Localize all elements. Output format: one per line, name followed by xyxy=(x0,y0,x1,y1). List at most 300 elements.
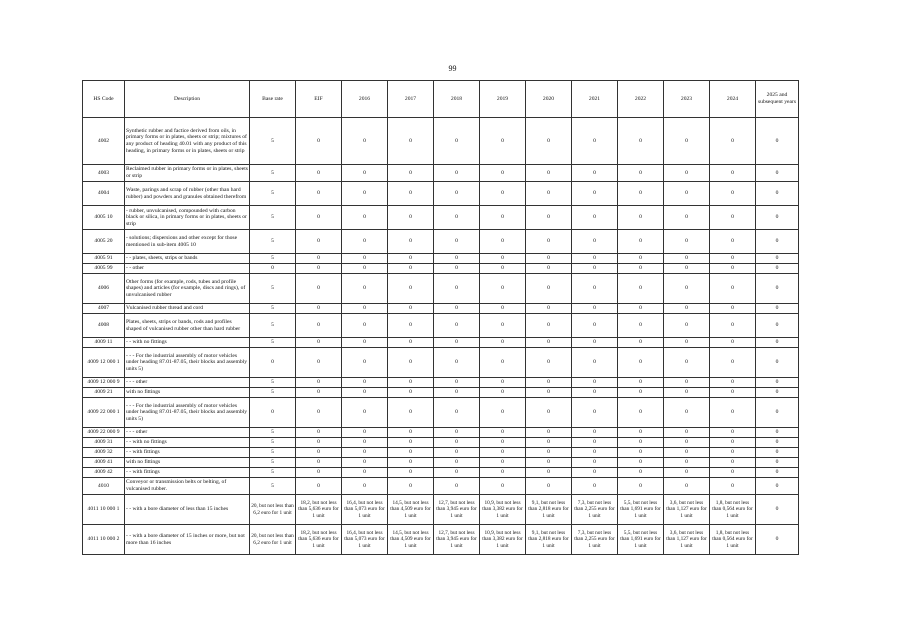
rate-2019-cell: 0 xyxy=(480,468,526,478)
eif-cell: 0 xyxy=(296,274,342,304)
table-row xyxy=(83,264,799,274)
rate-2021-cell: 0 xyxy=(572,338,618,348)
rate-2017-cell: 0 xyxy=(388,230,434,254)
eif-cell: 0 xyxy=(296,230,342,254)
eif-cell: 0 xyxy=(296,348,342,378)
rate-2017-cell: 0 xyxy=(388,118,434,165)
rate-2025-cell: 0 xyxy=(756,314,799,338)
rate-2020-cell: 9,1, but not less than 2,818 euro for 1 unit xyxy=(526,495,572,525)
rate-2022-cell: 0 xyxy=(618,264,664,274)
rate-2018-cell: 0 xyxy=(434,448,480,458)
rate-2021-cell: 0 xyxy=(572,264,618,274)
rate-2020-cell: 0 xyxy=(526,398,572,428)
description-header: Description xyxy=(125,81,250,118)
rate-2017-cell: 14,5, but not less than 4,509 euro for 1 unit xyxy=(388,495,434,525)
rate-2019-cell: 0 xyxy=(480,182,526,206)
table-row xyxy=(83,230,799,254)
hs-code-cell: 4009 31 xyxy=(83,438,125,448)
rate-2024-cell: 0 xyxy=(710,378,756,388)
table-row xyxy=(83,525,799,555)
table-row xyxy=(83,428,799,438)
rate-2022-cell: 0 xyxy=(618,338,664,348)
rate-2021-cell: 7,3, but not less than 2,255 euro for 1 unit xyxy=(572,495,618,525)
base-rate-header: Base rate xyxy=(250,81,296,118)
rate-2025-cell: 0 xyxy=(756,458,799,468)
rate-2022-cell: 0 xyxy=(618,388,664,398)
rate-2017-cell: 0 xyxy=(388,438,434,448)
eif-cell: 0 xyxy=(296,448,342,458)
rate-2023-cell: 0 xyxy=(664,314,710,338)
rate-2018-cell: 0 xyxy=(434,478,480,495)
rate-2022-cell: 0 xyxy=(618,165,664,182)
rate-2025-cell: 0 xyxy=(756,206,799,230)
rate-2021-cell: 0 xyxy=(572,314,618,338)
rate-2024-cell: 0 xyxy=(710,348,756,378)
rate-2025-cell: 0 xyxy=(756,378,799,388)
base-rate-cell: 5 xyxy=(250,254,296,264)
rate-2017-cell: 0 xyxy=(388,478,434,495)
base-rate-cell: 0 xyxy=(250,348,296,378)
rate-2024-cell: 1,8, but not less than 0,564 euro for 1 unit xyxy=(710,495,756,525)
rate-2016-cell: 0 xyxy=(342,388,388,398)
rate-2018-cell: 0 xyxy=(434,378,480,388)
table-body xyxy=(83,118,799,555)
rate-2024-cell: 0 xyxy=(710,254,756,264)
hs-code-cell: 4002 xyxy=(83,118,125,165)
rate-2019-cell: 0 xyxy=(480,118,526,165)
description-cell: - rubber, unvulcanised, compounded with carbon black or silica, in primary forms or in plates, sheets or strip xyxy=(125,206,250,230)
rate-2017-cell: 0 xyxy=(388,274,434,304)
hs-code-cell: 4010 xyxy=(83,478,125,495)
description-cell: - - - other xyxy=(125,428,250,438)
table-row xyxy=(83,165,799,182)
rate-2023-cell: 0 xyxy=(664,264,710,274)
table-row xyxy=(83,254,799,264)
rate-2021-cell: 0 xyxy=(572,428,618,438)
table-row xyxy=(83,348,799,378)
rate-2025-cell: 0 xyxy=(756,182,799,206)
rate-2021-cell: 0 xyxy=(572,206,618,230)
rate-2021-cell: 0 xyxy=(572,230,618,254)
rate-2016-cell: 0 xyxy=(342,348,388,378)
base-rate-cell: 5 xyxy=(250,438,296,448)
base-rate-cell: 0 xyxy=(250,398,296,428)
hs-code-cell: 4011 10 000 2 xyxy=(83,525,125,555)
rate-2024-cell: 0 xyxy=(710,206,756,230)
eif-cell: 0 xyxy=(296,118,342,165)
rate-2017-cell: 0 xyxy=(388,254,434,264)
rate-2022-cell: 0 xyxy=(618,254,664,264)
rate-2018-cell: 0 xyxy=(434,230,480,254)
rate-2019-cell: 0 xyxy=(480,438,526,448)
hs-code-cell: 4008 xyxy=(83,314,125,338)
description-cell: - - with fittings xyxy=(125,448,250,458)
rate-2018-cell: 0 xyxy=(434,438,480,448)
rate-2020-cell: 0 xyxy=(526,448,572,458)
hs-code-cell: 4009 41 xyxy=(83,458,125,468)
description-cell: - - with no fittings xyxy=(125,438,250,448)
description-cell: - - - other xyxy=(125,378,250,388)
rate-2021-cell: 0 xyxy=(572,165,618,182)
rate-2019-cell: 0 xyxy=(480,274,526,304)
rate-2023-cell: 0 xyxy=(664,254,710,264)
rate-2023-cell: 0 xyxy=(664,428,710,438)
rate-2016-cell: 0 xyxy=(342,458,388,468)
table-row xyxy=(83,398,799,428)
eif-cell: 0 xyxy=(296,254,342,264)
hs-code-header: HS Code xyxy=(83,81,125,118)
rate-2023-cell: 0 xyxy=(664,182,710,206)
rate-2024-cell: 0 xyxy=(710,458,756,468)
table-row xyxy=(83,182,799,206)
rate-2020-cell: 0 xyxy=(526,348,572,378)
hs-code-cell: 4005 10 xyxy=(83,206,125,230)
rate-2017-cell: 0 xyxy=(388,388,434,398)
rate-2025-cell: 0 xyxy=(756,254,799,264)
rate-2016-cell: 0 xyxy=(342,254,388,264)
rate-2017-cell: 0 xyxy=(388,182,434,206)
table-row xyxy=(83,388,799,398)
rate-2020-cell: 0 xyxy=(526,338,572,348)
rate-2024-cell: 0 xyxy=(710,274,756,304)
base-rate-cell: 5 xyxy=(250,206,296,230)
rate-2018-cell: 12,7, but not less than 3,945 euro for 1 unit xyxy=(434,525,480,555)
eif-cell: 0 xyxy=(296,398,342,428)
rate-2020-cell: 9,1, but not less than 2,818 euro for 1 unit xyxy=(526,525,572,555)
rate-2016-cell: 0 xyxy=(342,264,388,274)
rate-2020-cell: 0 xyxy=(526,388,572,398)
rate-2019-cell: 0 xyxy=(480,378,526,388)
rate-2022-cell: 0 xyxy=(618,182,664,206)
rate-2019-cell: 0 xyxy=(480,478,526,495)
base-rate-cell: 5 xyxy=(250,378,296,388)
rate-2016-cell: 16,4, but not less than 5,073 euro for 1 unit xyxy=(342,525,388,555)
eif-cell: 0 xyxy=(296,165,342,182)
rate-2024-cell: 0 xyxy=(710,438,756,448)
year-2025-header: 2025 and subsequent years xyxy=(756,81,799,118)
table-row xyxy=(83,478,799,495)
rate-2016-cell: 0 xyxy=(342,165,388,182)
eif-cell: 0 xyxy=(296,478,342,495)
rate-2022-cell: 0 xyxy=(618,304,664,314)
description-cell: Conveyor or transmission belts or belting, of vulcanised rubber. xyxy=(125,478,250,495)
base-rate-cell: 5 xyxy=(250,165,296,182)
rate-2016-cell: 0 xyxy=(342,274,388,304)
rate-2020-cell: 0 xyxy=(526,458,572,468)
hs-code-cell: 4005 91 xyxy=(83,254,125,264)
rate-2016-cell: 0 xyxy=(342,338,388,348)
rate-2020-cell: 0 xyxy=(526,428,572,438)
rate-2016-cell: 0 xyxy=(342,206,388,230)
header-row xyxy=(83,81,799,118)
rate-2025-cell: 0 xyxy=(756,398,799,428)
rate-2019-cell: 0 xyxy=(480,264,526,274)
rate-2021-cell: 0 xyxy=(572,348,618,378)
base-rate-cell: 20, but not less than 6,2 euro for 1 unit xyxy=(250,525,296,555)
rate-2025-cell: 0 xyxy=(756,348,799,378)
eif-cell: 0 xyxy=(296,428,342,438)
hs-code-cell: 4011 10 000 1 xyxy=(83,495,125,525)
base-rate-cell: 5 xyxy=(250,314,296,338)
year-2016-header: 2016 xyxy=(342,81,388,118)
rate-2019-cell: 0 xyxy=(480,398,526,428)
rate-2022-cell: 0 xyxy=(618,428,664,438)
rate-2020-cell: 0 xyxy=(526,264,572,274)
rate-2020-cell: 0 xyxy=(526,478,572,495)
rate-2016-cell: 0 xyxy=(342,304,388,314)
rate-2017-cell: 0 xyxy=(388,448,434,458)
description-cell: with no fittings xyxy=(125,458,250,468)
rate-2016-cell: 0 xyxy=(342,314,388,338)
table-row xyxy=(83,304,799,314)
rate-2018-cell: 0 xyxy=(434,165,480,182)
rate-2024-cell: 0 xyxy=(710,448,756,458)
rate-2021-cell: 0 xyxy=(572,274,618,304)
rate-2017-cell: 0 xyxy=(388,428,434,438)
year-2020-header: 2020 xyxy=(526,81,572,118)
rate-2022-cell: 0 xyxy=(618,230,664,254)
rate-2017-cell: 0 xyxy=(388,304,434,314)
rate-2021-cell: 0 xyxy=(572,478,618,495)
rate-2020-cell: 0 xyxy=(526,304,572,314)
rate-2020-cell: 0 xyxy=(526,230,572,254)
rate-2019-cell: 0 xyxy=(480,388,526,398)
hs-code-cell: 4009 32 xyxy=(83,448,125,458)
rate-2016-cell: 0 xyxy=(342,438,388,448)
year-2017-header: 2017 xyxy=(388,81,434,118)
table-row xyxy=(83,378,799,388)
eif-cell: 18,2, but not less than 5,636 euro for 1 unit xyxy=(296,525,342,555)
rate-2017-cell: 0 xyxy=(388,206,434,230)
rate-2018-cell: 0 xyxy=(434,206,480,230)
hs-code-cell: 4007 xyxy=(83,304,125,314)
base-rate-cell: 5 xyxy=(250,468,296,478)
table-row xyxy=(83,458,799,468)
rate-2019-cell: 0 xyxy=(480,338,526,348)
rate-2022-cell: 0 xyxy=(618,314,664,338)
rate-2017-cell: 0 xyxy=(388,398,434,428)
eif-cell: 0 xyxy=(296,182,342,206)
description-cell: Waste, parings and scrap of rubber (other than hard rubber) and powders and granules obtained therefrom xyxy=(125,182,250,206)
eif-cell: 0 xyxy=(296,304,342,314)
rate-2023-cell: 0 xyxy=(664,118,710,165)
rate-2021-cell: 0 xyxy=(572,388,618,398)
rate-2025-cell: 0 xyxy=(756,428,799,438)
rate-2022-cell: 0 xyxy=(618,448,664,458)
rate-2020-cell: 0 xyxy=(526,254,572,264)
hs-code-cell: 4004 xyxy=(83,182,125,206)
rate-2023-cell: 0 xyxy=(664,348,710,378)
rate-2023-cell: 0 xyxy=(664,448,710,458)
rate-2020-cell: 0 xyxy=(526,165,572,182)
year-2021-header: 2021 xyxy=(572,81,618,118)
base-rate-cell: 5 xyxy=(250,448,296,458)
rate-2019-cell: 10,9, but not less than 3,382 euro for 1 unit xyxy=(480,525,526,555)
rate-2019-cell: 0 xyxy=(480,230,526,254)
rate-2022-cell: 0 xyxy=(618,398,664,428)
base-rate-cell: 0 xyxy=(250,264,296,274)
rate-2020-cell: 0 xyxy=(526,378,572,388)
year-2019-header: 2019 xyxy=(480,81,526,118)
rate-2022-cell: 0 xyxy=(618,438,664,448)
rate-2021-cell: 0 xyxy=(572,468,618,478)
rate-2022-cell: 0 xyxy=(618,206,664,230)
rate-2018-cell: 0 xyxy=(434,118,480,165)
rate-2019-cell: 10,9, but not less than 3,382 euro for 1 unit xyxy=(480,495,526,525)
rate-2016-cell: 0 xyxy=(342,468,388,478)
rate-2018-cell: 0 xyxy=(434,274,480,304)
rate-2022-cell: 0 xyxy=(618,274,664,304)
eif-cell: 0 xyxy=(296,388,342,398)
table-row xyxy=(83,274,799,304)
rate-2025-cell: 0 xyxy=(756,525,799,555)
description-cell: - - with no fittings xyxy=(125,338,250,348)
rate-2025-cell: 0 xyxy=(756,448,799,458)
rate-2016-cell: 0 xyxy=(342,478,388,495)
rate-2021-cell: 7,3, but not less than 2,255 euro for 1 unit xyxy=(572,525,618,555)
hs-code-cell: 4009 21 xyxy=(83,388,125,398)
rate-2019-cell: 0 xyxy=(480,314,526,338)
rate-2024-cell: 0 xyxy=(710,264,756,274)
page-number: 99 xyxy=(448,64,457,73)
eif-cell: 18,2, but not less than 5,636 euro for 1 unit xyxy=(296,495,342,525)
description-cell: - - with a bore diameter of 15 inches or more, but not more than 16 inches xyxy=(125,525,250,555)
rate-2019-cell: 0 xyxy=(480,428,526,438)
tariff-schedule-table xyxy=(82,80,799,555)
rate-2024-cell: 0 xyxy=(710,314,756,338)
rate-2021-cell: 0 xyxy=(572,458,618,468)
description-cell: with no fittings xyxy=(125,388,250,398)
rate-2023-cell: 0 xyxy=(664,458,710,468)
eif-header: EIF xyxy=(296,81,342,118)
rate-2018-cell: 0 xyxy=(434,388,480,398)
base-rate-cell: 5 xyxy=(250,182,296,206)
rate-2018-cell: 0 xyxy=(434,264,480,274)
rate-2016-cell: 0 xyxy=(342,378,388,388)
rate-2017-cell: 14,5, but not less than 4,509 euro for 1 unit xyxy=(388,525,434,555)
rate-2022-cell: 5,5, but not less than 1,691 euro for 1 unit xyxy=(618,525,664,555)
rate-2021-cell: 0 xyxy=(572,448,618,458)
rate-2025-cell: 0 xyxy=(756,468,799,478)
rate-2020-cell: 0 xyxy=(526,438,572,448)
rate-2021-cell: 0 xyxy=(572,254,618,264)
base-rate-cell: 5 xyxy=(250,274,296,304)
rate-2023-cell: 0 xyxy=(664,206,710,230)
rate-2017-cell: 0 xyxy=(388,338,434,348)
rate-2022-cell: 0 xyxy=(618,378,664,388)
rate-2018-cell: 0 xyxy=(434,304,480,314)
rate-2024-cell: 0 xyxy=(710,478,756,495)
rate-2023-cell: 0 xyxy=(664,478,710,495)
rate-2020-cell: 0 xyxy=(526,468,572,478)
rate-2017-cell: 0 xyxy=(388,458,434,468)
rate-2024-cell: 0 xyxy=(710,468,756,478)
rate-2023-cell: 0 xyxy=(664,398,710,428)
rate-2023-cell: 0 xyxy=(664,338,710,348)
rate-2021-cell: 0 xyxy=(572,438,618,448)
rate-2025-cell: 0 xyxy=(756,264,799,274)
table-row xyxy=(83,495,799,525)
description-cell: - - - For the industrial assembly of motor vehicles under heading 87.01-87.05, their blocks and assembly units 5) xyxy=(125,398,250,428)
rate-2018-cell: 0 xyxy=(434,348,480,378)
rate-2021-cell: 0 xyxy=(572,304,618,314)
rate-2025-cell: 0 xyxy=(756,495,799,525)
rate-2022-cell: 5,5, but not less than 1,691 euro for 1 unit xyxy=(618,495,664,525)
rate-2016-cell: 0 xyxy=(342,230,388,254)
rate-2018-cell: 12,7, but not less than 3,945 euro for 1 unit xyxy=(434,495,480,525)
rate-2023-cell: 0 xyxy=(664,438,710,448)
rate-2018-cell: 0 xyxy=(434,458,480,468)
rate-2017-cell: 0 xyxy=(388,314,434,338)
table-row xyxy=(83,118,799,165)
hs-code-cell: 4005 20 xyxy=(83,230,125,254)
rate-2020-cell: 0 xyxy=(526,118,572,165)
year-2023-header: 2023 xyxy=(664,81,710,118)
rate-2019-cell: 0 xyxy=(480,458,526,468)
rate-2023-cell: 0 xyxy=(664,388,710,398)
rate-2021-cell: 0 xyxy=(572,398,618,428)
rate-2016-cell: 0 xyxy=(342,428,388,438)
rate-2023-cell: 0 xyxy=(664,165,710,182)
rate-2019-cell: 0 xyxy=(480,304,526,314)
description-cell: Synthetic rubber and factice derived from oils, in primary forms or in plates, sheets or strip; mixtures of any product of heading 40.01 with any product of this heading, in primary forms or in plates, sheets or strip xyxy=(125,118,250,165)
hs-code-cell: 4009 22 000 9 xyxy=(83,428,125,438)
hs-code-cell: 4009 12 000 9 xyxy=(83,378,125,388)
eif-cell: 0 xyxy=(296,438,342,448)
rate-2019-cell: 0 xyxy=(480,206,526,230)
rate-2020-cell: 0 xyxy=(526,274,572,304)
description-cell: Reclaimed rubber in primary forms or in plates, sheets or strip xyxy=(125,165,250,182)
rate-2022-cell: 0 xyxy=(618,348,664,378)
base-rate-cell: 5 xyxy=(250,118,296,165)
rate-2022-cell: 0 xyxy=(618,478,664,495)
description-cell: - solutions; dispersions and other except for those mentioned in sub-item 4005 10 xyxy=(125,230,250,254)
rate-2018-cell: 0 xyxy=(434,338,480,348)
description-cell: - - plates, sheets, strips or bands xyxy=(125,254,250,264)
hs-code-cell: 4009 42 xyxy=(83,468,125,478)
hs-code-cell: 4009 12 000 1 xyxy=(83,348,125,378)
base-rate-cell: 5 xyxy=(250,388,296,398)
year-2018-header: 2018 xyxy=(434,81,480,118)
rate-2023-cell: 0 xyxy=(664,304,710,314)
base-rate-cell: 5 xyxy=(250,338,296,348)
eif-cell: 0 xyxy=(296,458,342,468)
rate-2024-cell: 0 xyxy=(710,182,756,206)
table-row xyxy=(83,338,799,348)
year-2024-header: 2024 xyxy=(710,81,756,118)
eif-cell: 0 xyxy=(296,338,342,348)
table-row xyxy=(83,206,799,230)
base-rate-cell: 5 xyxy=(250,428,296,438)
rate-2021-cell: 0 xyxy=(572,118,618,165)
description-cell: Other forms (for example, rods, tubes and profile shapes) and articles (for example, discs and rings), of unvulcanised rubber xyxy=(125,274,250,304)
rate-2025-cell: 0 xyxy=(756,304,799,314)
description-cell: - - - For the industrial assembly of motor vehicles under heading 87.01-87.05, their blocks and assembly units 5) xyxy=(125,348,250,378)
base-rate-cell: 5 xyxy=(250,458,296,468)
eif-cell: 0 xyxy=(296,378,342,388)
eif-cell: 0 xyxy=(296,206,342,230)
eif-cell: 0 xyxy=(296,314,342,338)
rate-2018-cell: 0 xyxy=(434,254,480,264)
rate-2025-cell: 0 xyxy=(756,165,799,182)
rate-2017-cell: 0 xyxy=(388,468,434,478)
rate-2024-cell: 0 xyxy=(710,165,756,182)
rate-2024-cell: 1,8, but not less than 0,564 euro for 1 unit xyxy=(710,525,756,555)
table-row xyxy=(83,314,799,338)
rate-2025-cell: 0 xyxy=(756,388,799,398)
rate-2018-cell: 0 xyxy=(434,314,480,338)
eif-cell: 0 xyxy=(296,264,342,274)
